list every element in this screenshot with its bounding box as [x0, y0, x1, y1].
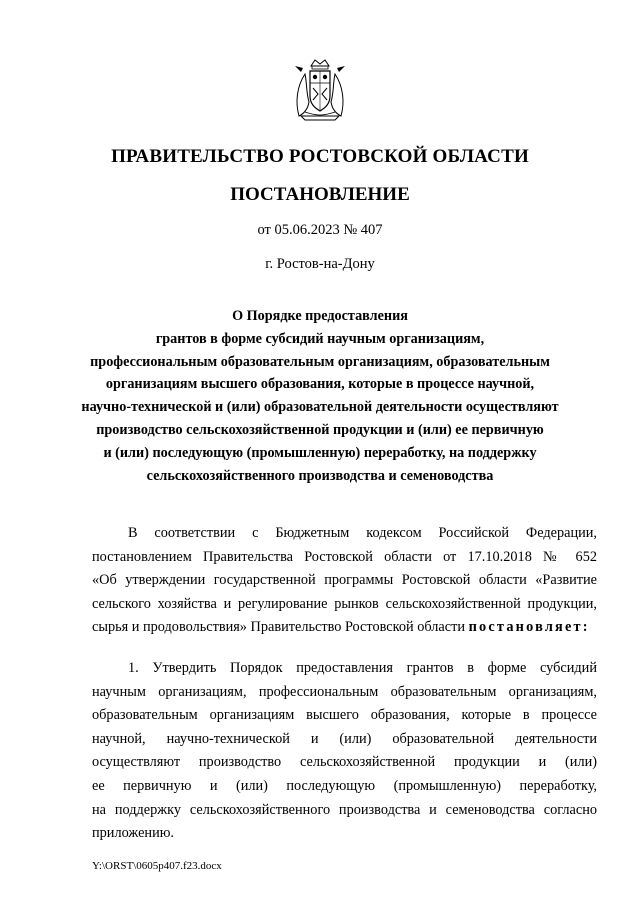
resolves-keyword: постановляет:	[468, 619, 590, 636]
paragraph-line: ее первичную и (или) последующую (промышленную) переработку,	[92, 777, 597, 794]
paragraph-line-text: сырья и продовольствия» Правительство Ростовской области	[92, 619, 466, 636]
subject-line: производство сельскохозяйственной продукции и (или) ее первичную	[96, 421, 544, 438]
paragraph-line: на поддержку сельскохозяйственного производства и семеноводства согласно	[92, 801, 597, 818]
paragraph-line: 1. Утвердить Порядок предоставления грантов в форме субсидий	[128, 660, 597, 676]
subject-line: О Порядке предоставления	[232, 308, 408, 324]
subject-line: профессиональным образовательным организациям, образовательным	[90, 353, 550, 370]
paragraph-line: постановлением Правительства Ростовской области от 17.10.2018 № 652	[92, 548, 597, 565]
paragraph-line: сельского хозяйства и регулирование рынков сельскохозяйственной продукции,	[92, 595, 597, 612]
document-city: г. Ростов-на-Дону	[265, 256, 375, 272]
subject-line: и (или) последующую (промышленную) переработку, на поддержку	[103, 444, 537, 461]
document-subject	[60, 305, 580, 487]
paragraph-line: осуществляют производство сельскохозяйственной продукции и (или)	[92, 754, 597, 771]
paragraph-line: научным организациям, профессиональным образовательным организациям,	[92, 683, 597, 700]
preamble-paragraph	[92, 522, 597, 640]
subject-line: научно-технической и (или) образовательной деятельности осуществляют	[81, 399, 559, 416]
document-type-title: ПОСТАНОВЛЕНИЕ	[230, 184, 410, 205]
subject-line: организациям высшего образования, которые в процессе научной,	[105, 376, 535, 393]
paragraph-line: научной, научно-технической и (или) образовательной деятельности	[92, 730, 597, 747]
paragraph-line: образовательным организациям высшего образования, которые в процессе	[92, 707, 597, 724]
paragraph-line: приложению.	[92, 825, 174, 842]
footer-file-path: Y:\ORST\0605p407.f23.docx	[92, 860, 222, 872]
subject-line: сельскохозяйственного производства и семеноводства	[146, 467, 494, 484]
paragraph-line: «Об утверждении государственной программы Ростовской области «Развитие	[92, 572, 597, 589]
paragraph-line	[92, 616, 597, 640]
item-1-paragraph	[92, 657, 597, 846]
document-date-number: от 05.06.2023 № 407	[257, 222, 383, 238]
paragraph-line: В соответствии с Бюджетным кодексом Российской Федерации,	[128, 525, 597, 541]
government-title: ПРАВИТЕЛЬСТВО РОСТОВСКОЙ ОБЛАСТИ	[111, 146, 529, 167]
coat-of-arms-icon	[291, 58, 349, 122]
subject-line: грантов в форме субсидий научным организациям,	[155, 330, 485, 347]
